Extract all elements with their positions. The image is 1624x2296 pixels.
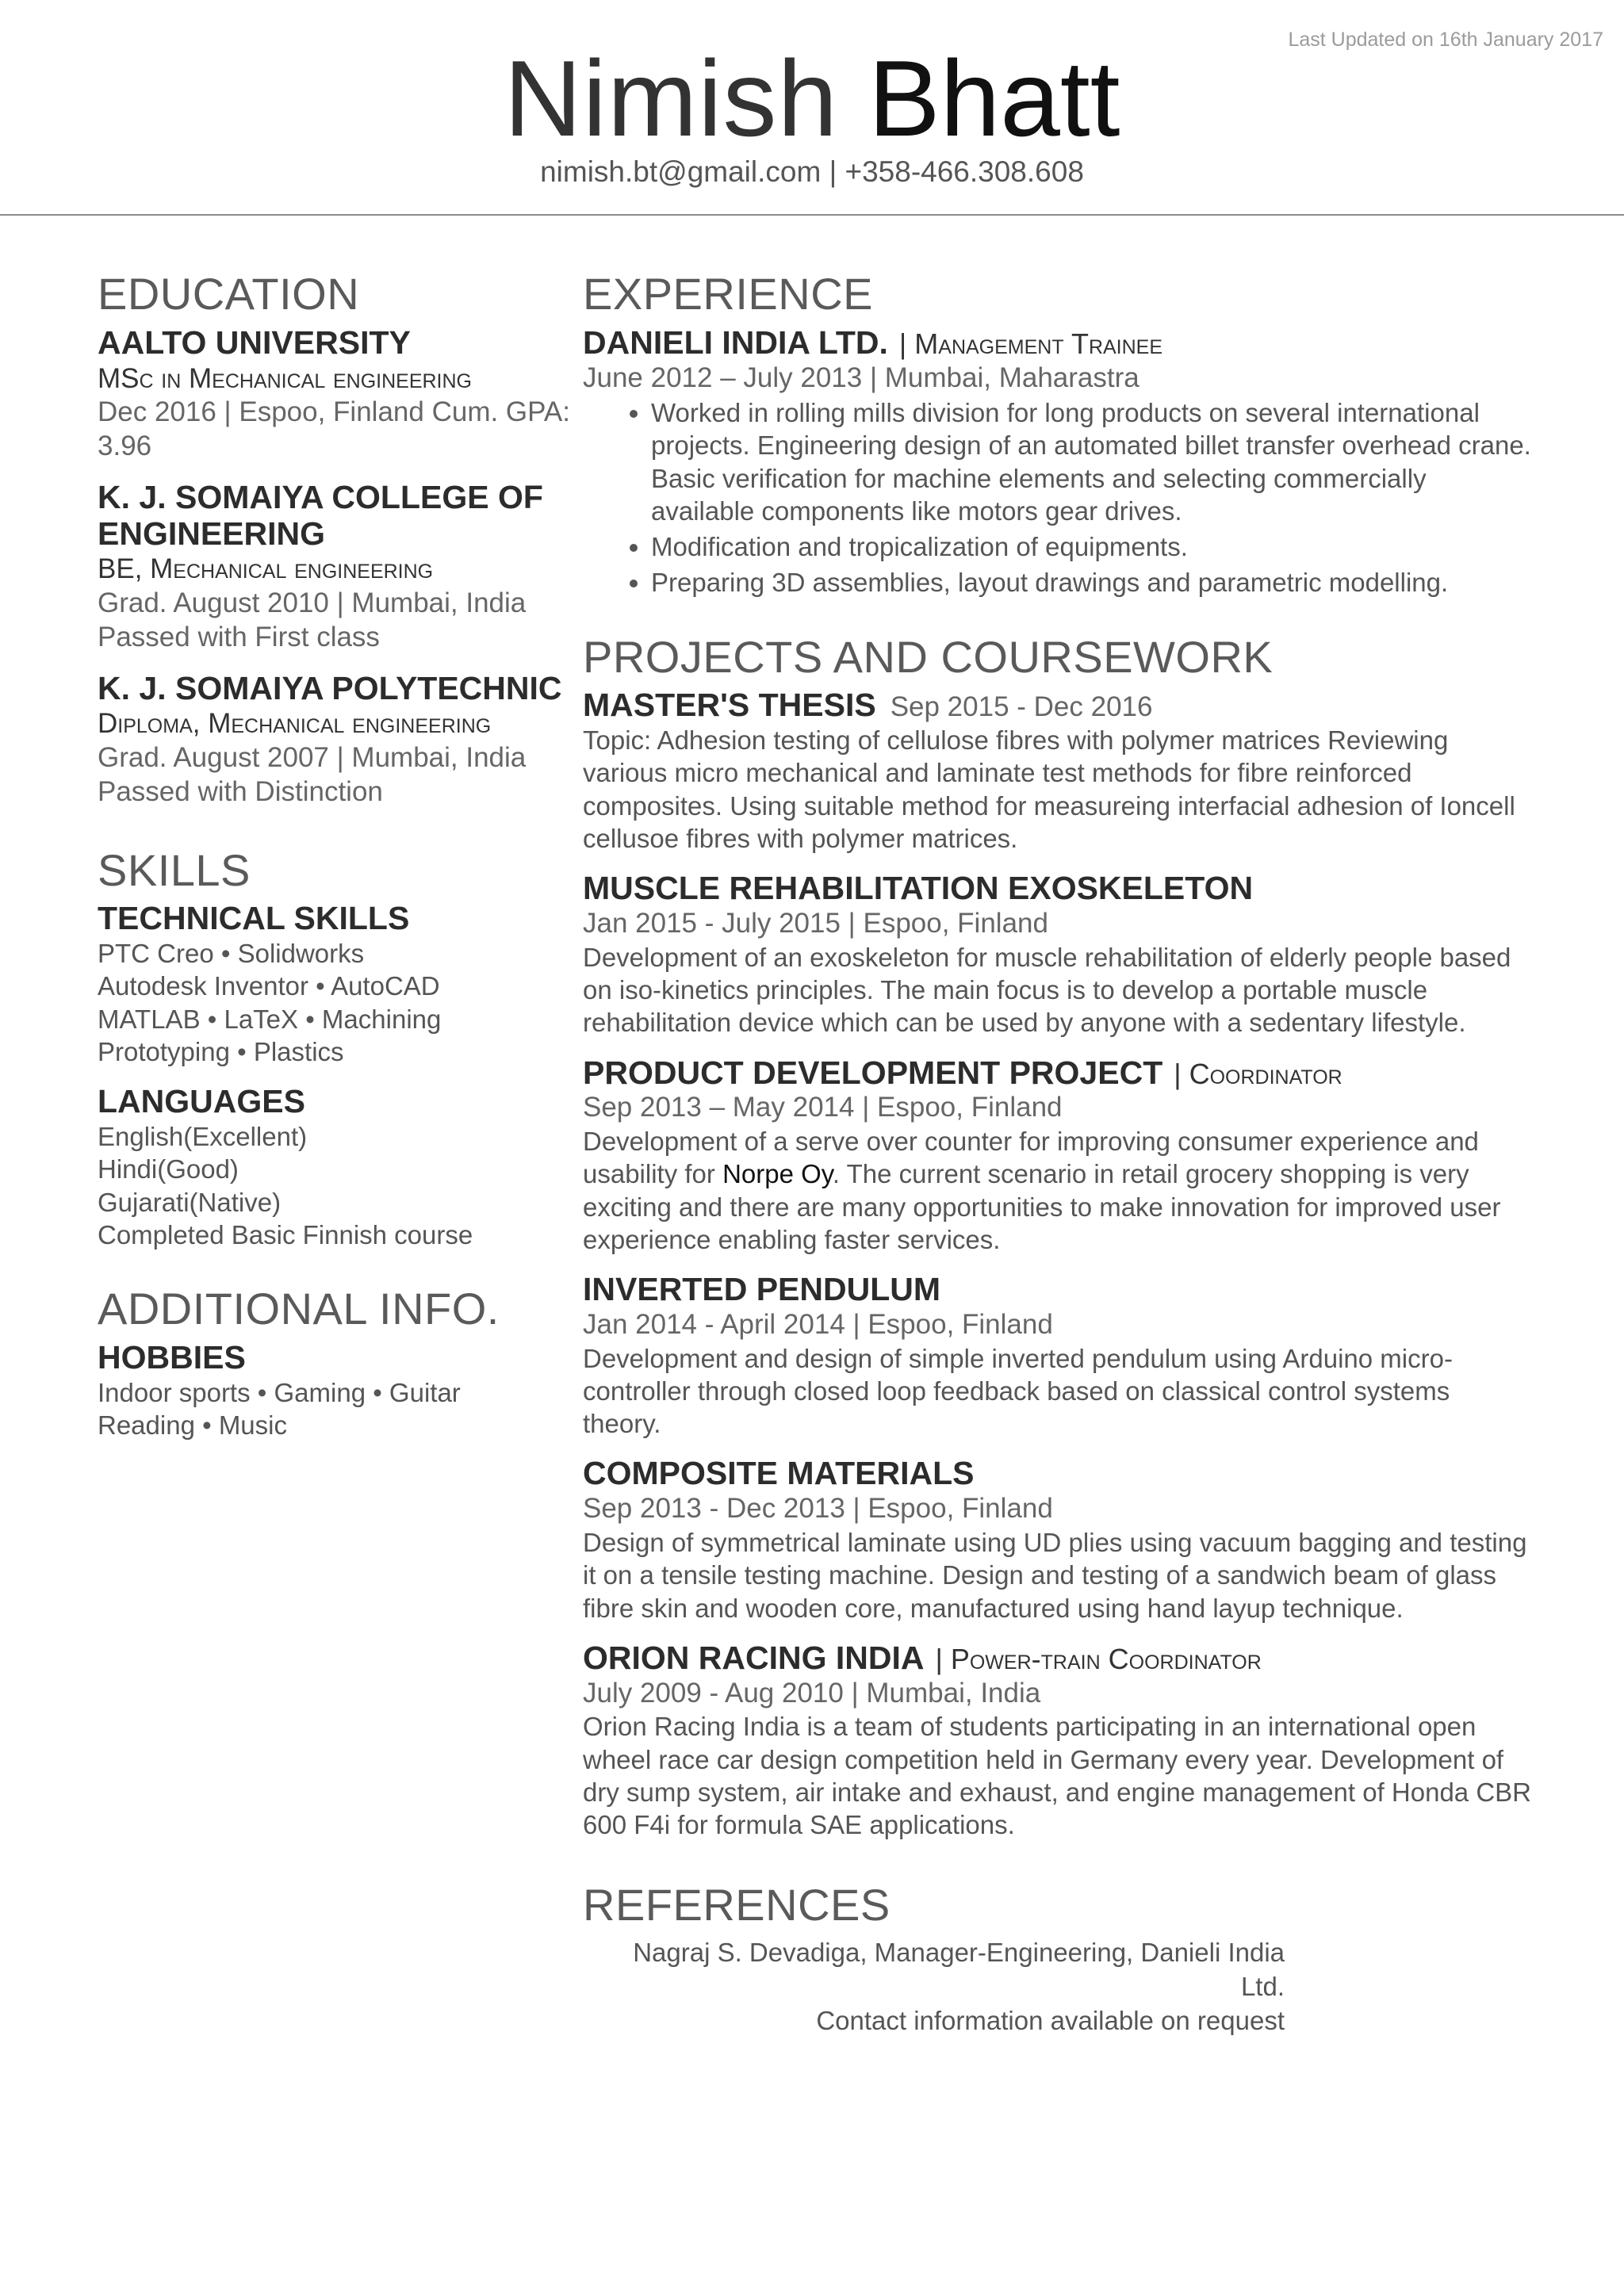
project-role: | Power-train Coordinator <box>935 1642 1262 1675</box>
language-line: Completed Basic Finnish course <box>98 1219 473 1249</box>
project-description: Topic: Adhesion testing of cellulose fibres with polymer matrices Reviewing various micro mechanical and laminate test methods for fibre reinforced composites. Using suitable method for measureing interfacial adhesion of Ioncell cellusoe fibres with polymer matrices. <box>583 725 1515 853</box>
hobbies-line: Indoor sports • Gaming • Guitar <box>98 1377 461 1407</box>
education-entry <box>98 671 573 809</box>
project-description <box>583 1125 1534 1256</box>
last-name: Bhatt <box>868 38 1120 159</box>
bullet-item: • Worked in rolling mills division for long products on several international projects. Engineering design of an automated billet transfer overhead crane. Basic verification for machine elements and selecting commercially available components like motors gear drives. <box>651 396 1534 527</box>
project-title: MASTER'S THESIS <box>583 687 876 724</box>
project-title: MUSCLE REHABILITATION EXOSKELETON <box>583 870 1254 907</box>
project-dates: Sep 2013 – May 2014 | Espoo, Finland <box>583 1092 1063 1123</box>
skill-line: Prototyping • Plastics <box>98 1036 344 1066</box>
references-section <box>583 1881 1534 2038</box>
project-entry <box>583 1272 1534 1440</box>
skills-title: SKILLS <box>98 844 251 895</box>
education-meta: 3.96 <box>98 430 152 461</box>
project-dates: Sep 2015 - Dec 2016 <box>890 691 1153 723</box>
right-column <box>583 270 1534 2038</box>
project-entry <box>583 1640 1534 1842</box>
education-meta: Passed with Distinction <box>98 775 383 807</box>
project-dates: July 2009 - Aug 2010 | Mumbai, India <box>583 1677 1041 1709</box>
additional-section <box>98 1284 573 1441</box>
degree: BE, Mechanical engineering <box>98 553 434 585</box>
job-role: | Management Trainee <box>898 327 1163 360</box>
school-name: AALTO UNIVERSITY <box>98 323 411 361</box>
reference-line: Contact information available on request <box>816 2005 1285 2035</box>
education-section <box>98 270 573 809</box>
project-entry <box>583 871 1534 1039</box>
education-meta: Dec 2016 | Espoo, Finland Cum. GPA: <box>98 396 570 428</box>
degree: MSc in Mechanical engineering <box>98 362 472 394</box>
project-title: INVERTED PENDULUM <box>583 1271 941 1308</box>
projects-title: PROJECTS AND COURSEWORK <box>583 631 1274 682</box>
hobbies-title: HOBBIES <box>98 1338 246 1376</box>
additional-title: ADDITIONAL INFO. <box>98 1284 500 1334</box>
technical-skills-title: TECHNICAL SKILLS <box>98 900 410 937</box>
project-heading <box>583 1640 1534 1677</box>
languages-title: LANGUAGES <box>98 1083 305 1120</box>
school-name: K. J. SOMAIYA COLLEGE OF ENGINEERING <box>98 478 543 552</box>
experience-dates: June 2012 – July 2013 | Mumbai, Maharastra <box>583 362 1139 393</box>
projects-section <box>583 633 1534 1842</box>
company-name: DANIELI INDIA LTD. <box>583 323 888 361</box>
description-text: Development of a serve over counter for improving consumer experience and usability for <box>583 1127 1479 1189</box>
education-meta: Grad. August 2010 | Mumbai, India <box>98 587 527 619</box>
education-title: EDUCATION <box>98 269 360 319</box>
project-title: ORION RACING INDIA <box>583 1639 925 1676</box>
education-meta: Grad. August 2007 | Mumbai, India <box>98 742 527 774</box>
language-line: Hindi(Good) <box>98 1154 239 1184</box>
experience-heading <box>583 325 1534 362</box>
last-updated: Last Updated on 16th January 2017 <box>1288 29 1603 51</box>
experience-section <box>583 270 1534 599</box>
skill-line: PTC Creo • Solidworks <box>98 939 365 969</box>
hobbies-line: Reading • Music <box>98 1410 287 1440</box>
degree: Diploma, Mechanical engineering <box>98 708 492 740</box>
references-title: REFERENCES <box>583 1880 891 1931</box>
project-entry <box>583 1456 1534 1624</box>
project-entry <box>583 1055 1534 1257</box>
skill-line: MATLAB • LaTeX • Machining <box>98 1004 442 1034</box>
skills-section <box>98 846 573 1251</box>
project-role: | Coordinator <box>1174 1057 1342 1090</box>
education-meta: Passed with First class <box>98 621 380 652</box>
education-entry <box>98 325 573 464</box>
bullet-item: • Preparing 3D assemblies, layout drawings and parametric modelling. <box>651 566 1534 599</box>
project-description: Development and design of simple inverted pendulum using Arduino micro-controller through closed loop feedback based on classical control systems theory. <box>583 1343 1453 1439</box>
education-entry <box>98 480 573 655</box>
project-title: PRODUCT DEVELOPMENT PROJECT <box>583 1054 1163 1091</box>
left-column <box>98 270 573 1441</box>
reference-line: Nagraj S. Devadiga, Manager-Engineering, Danieli India Ltd. <box>633 1938 1285 2001</box>
bullet-item: • Modification and tropicalization of equipments. <box>651 530 1534 563</box>
project-heading <box>583 1055 1534 1092</box>
reference-block <box>583 1936 1285 2038</box>
project-dates: Jan 2015 - July 2015 | Espoo, Finland <box>583 908 1048 939</box>
language-line: English(Excellent) <box>98 1122 308 1151</box>
company-link[interactable]: Norpe Oy <box>722 1159 833 1189</box>
header-divider <box>0 214 1624 216</box>
skill-line: Autodesk Inventor • AutoCAD <box>98 971 440 1001</box>
project-heading <box>583 687 1534 724</box>
language-line: Gujarati(Native) <box>98 1187 282 1217</box>
project-dates: Jan 2014 - April 2014 | Espoo, Finland <box>583 1309 1053 1341</box>
first-name: Nimish <box>504 38 839 159</box>
experience-bullets <box>583 396 1534 599</box>
project-description: Orion Racing India is a team of students participating in an international open wheel race car design competition held in Germany every year. Development of dry sump system, air intake and exhaust, and engine management of Honda CBR 600 F4i for formula SAE applications. <box>583 1712 1531 1840</box>
experience-title: EXPERIENCE <box>583 269 873 319</box>
description-text: . The current scenario in retail grocery shopping is very exciting and there are many opportunities to make innovation for improved user experience enabling faster services. <box>583 1159 1501 1254</box>
project-description: Design of symmetrical laminate using UD plies using vacuum bagging and testing it on a tensile testing machine. Design and testing of a sandwich beam of glass fibre skin and wooden core, manufactured using hand layup technique. <box>583 1528 1527 1623</box>
school-name: K. J. SOMAIYA POLYTECHNIC <box>98 669 562 706</box>
project-dates: Sep 2013 - Dec 2013 | Espoo, Finland <box>583 1493 1053 1525</box>
project-entry <box>583 687 1534 855</box>
project-title: COMPOSITE MATERIALS <box>583 1455 975 1492</box>
contact-line: nimish.bt@gmail.com | +358-466.308.608 <box>540 155 1084 188</box>
project-description: Development of an exoskeleton for muscle rehabilitation of elderly people based on iso-kinetics principles. The main focus is to develop a portable muscle rehabilitation device which can be used by anyone with a sedentary lifestyle. <box>583 942 1511 1038</box>
